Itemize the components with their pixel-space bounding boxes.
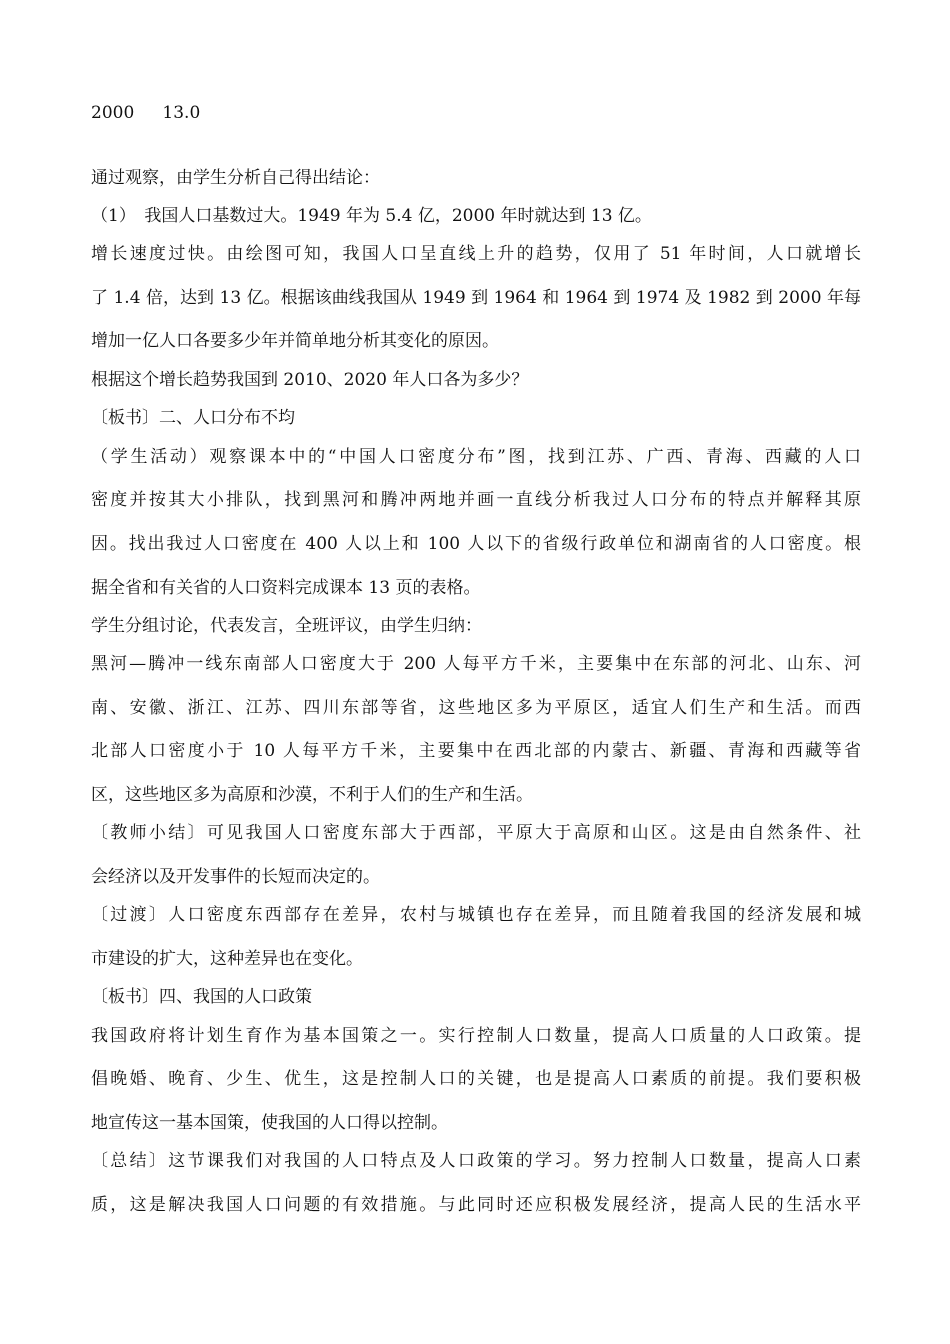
paragraph-line: 因。找出我过人口密度在 400 人以上和 100 人以下的省级行政单位和湖南省的人口密度。根 bbox=[91, 534, 861, 554]
paragraph-line: 北部人口密度小于 10 人每平方千米，主要集中在西北部的内蒙古、新疆、青海和西藏等省 bbox=[91, 741, 861, 761]
table-cell-value: 13.0 bbox=[162, 103, 201, 123]
paragraph-line: 据全省和有关省的人口资料完成课本 13 页的表格。 bbox=[91, 578, 481, 598]
paragraph-line: 市建设的扩大，这种差异也在变化。 bbox=[91, 949, 363, 969]
paragraph-line: 〔教师小结〕可见我国人口密度东部大于西部，平原大于高原和山区。这是由自然条件、社 bbox=[91, 823, 861, 843]
paragraph-line: 质，这是解决我国人口问题的有效措施。与此同时还应积极发展经济，提高人民的生活水平 bbox=[91, 1195, 861, 1215]
paragraph-line: 区，这些地区多为高原和沙漠，不利于人们的生产和生活。 bbox=[91, 785, 533, 805]
paragraph-line: 根据这个增长趋势我国到 2010、2020 年人口各为多少？ bbox=[91, 370, 529, 390]
paragraph-line: 〔总结〕这节课我们对我国的人口特点及人口政策的学习。努力控制人口数量，提高人口素 bbox=[91, 1151, 861, 1171]
paragraph-line: 〔板书〕四、我国的人口政策 bbox=[91, 987, 312, 1007]
paragraph-line: 我国政府将计划生育作为基本国策之一。实行控制人口数量，提高人口质量的人口政策。提 bbox=[91, 1026, 861, 1046]
paragraph-line: 通过观察，由学生分析自己得出结论： bbox=[91, 168, 380, 188]
paragraph-line: 地宣传这一基本国策，使我国的人口得以控制。 bbox=[91, 1113, 448, 1133]
table-row bbox=[91, 102, 200, 124]
paragraph-line: 会经济以及开发事件的长短而决定的。 bbox=[91, 867, 380, 887]
paragraph-line: （1） 我国人口基数过大。1949 年为 5.4 亿，2000 年时就达到 13 亿。 bbox=[91, 206, 652, 226]
paragraph-line: （学生活动）观察课本中的“中国人口密度分布”图，找到江苏、广西、青海、西藏的人口 bbox=[91, 447, 861, 467]
table-cell-year: 2000 bbox=[91, 103, 135, 123]
paragraph-line: 学生分组讨论，代表发言，全班评议，由学生归纳： bbox=[91, 616, 482, 636]
paragraph-line: 南、安徽、浙江、江苏、四川东部等省，这些地区多为平原区，适宜人们生产和生活。而西 bbox=[91, 698, 861, 718]
paragraph-line: 增加一亿人口各要多少年并简单地分析其变化的原因。 bbox=[91, 331, 499, 351]
paragraph-line: 〔过渡〕人口密度东西部存在差异，农村与城镇也存在差异，而且随着我国的经济发展和城 bbox=[91, 905, 861, 925]
paragraph-line: 了 1.4 倍，达到 13 亿。根据该曲线我国从 1949 到 1964 和 1964 到 1974 及 1982 到 2000 年每 bbox=[91, 288, 861, 308]
paragraph-line: 密度并按其大小排队，找到黑河和腾冲两地并画一直线分析我过人口分布的特点并解释其原 bbox=[91, 490, 861, 510]
paragraph-line: 增长速度过快。由绘图可知，我国人口呈直线上升的趋势，仅用了 51 年时间，人口就增长 bbox=[91, 244, 861, 264]
paragraph-line: 〔板书〕二、人口分布不均 bbox=[91, 408, 295, 428]
paragraph-line: 倡晚婚、晚育、少生、优生，这是控制人口的关键，也是提高人口素质的前提。我们要积极 bbox=[91, 1069, 861, 1089]
paragraph-line: 黑河—腾冲一线东南部人口密度大于 200 人每平方千米，主要集中在东部的河北、山东、河 bbox=[91, 654, 861, 674]
